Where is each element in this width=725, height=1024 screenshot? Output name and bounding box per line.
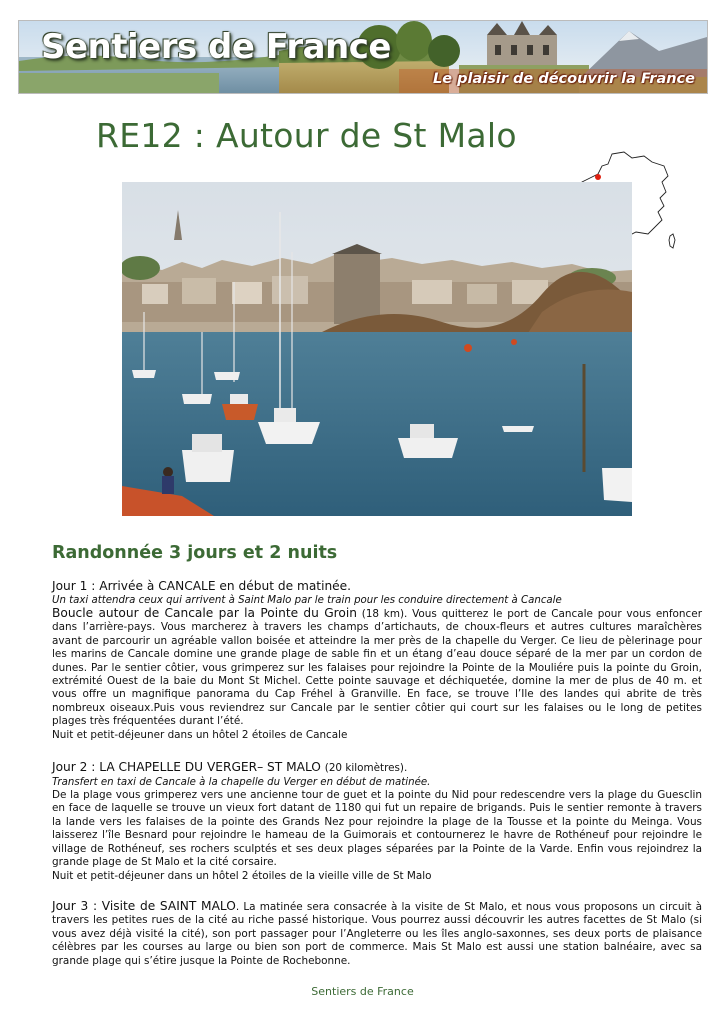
day-1 [52,579,702,742]
day-3-title: Jour 3 : Visite de SAINT MALO [52,898,236,913]
day-1-transfer-note: Un taxi attendra ceux qui arrivent à Saint Malo par le train pour les conduire directement à Cancale [52,595,562,606]
itinerary-content [52,579,702,968]
day-1-description [52,607,702,729]
day-2-transfer-note: Transfert en taxi de Cancale à la chapelle du Verger en début de matinée. [52,777,431,789]
day-1-title: Jour 1 : Arrivée à CANCALE en début de matinée. [52,579,352,593]
day-2-distance: (20 kilomètres). [324,762,408,775]
page-footer: Sentiers de France [311,985,414,998]
header-banner [18,20,708,94]
day-3-body: . La matinée sera consacrée à la visite de St Malo, et nous vous proposons un circuit à travers les petites rues de la cité au riche passé historique. Vous pourrez aussi découvrir les autres facettes de St Malo (si vous avez déjà visité la cité), son port passager pour l’Angleterre ou les îles anglo-saxonnes, ses deux ports de plaisance célèbres par les courses au large ou bien son port de commerce. Mais St Malo est aussi une station balnéaire, avec sa grande plage qui s’étire jusque la Pointe de Rochebonne. [52,900,702,967]
st-malo-harbour-photo [122,182,632,516]
corsica-outline [669,234,675,248]
day-2-description: De la plage vous grimperez vers une ancienne tour de guet et la pointe du Nid pour redescendre vers la plage du Guesclin en face de laquelle se trouve un vieux fort datant de 1180 qui fut un repaire de brigands. Puis le sentier remonte à travers la lande vers les falaises de la pointe des Grands Nez pour rejoindre la plage de la Tousse et la pointe du Meinga. Vous laisserez l’île Besnard pour rejoindre le hameau de la Guimorais et contournerez le havre de Rothéneuf pour rejoindre le village de Rothéneuf, ses rochers sculptés et ses deux plages séparées par la Pointe de la Varde. Enfin vous rejoindrez la grande plage de St Malo et la cité corsaire. [52,789,702,869]
day-3-description [52,900,702,968]
day-2-title: Jour 2 : LA CHAPELLE DU VERGER– ST MALO [52,760,321,775]
section-heading: Randonnée 3 jours et 2 nuits [52,543,338,563]
brand-tagline: Le plaisir de découvrir la France [433,71,695,87]
st-malo-marker [595,174,601,180]
day-2-title-line [52,760,702,776]
day-2 [52,760,702,883]
day-1-distance: (18 km). [361,608,408,620]
day-2-accommodation: Nuit et petit-déjeuner dans un hôtel 2 étoiles de la vieille ville de St Malo [52,869,432,882]
day-3 [52,900,702,968]
day-1-accommodation: Nuit et petit-déjeuner dans un hôtel 2 étoiles de Cancale [52,728,348,741]
day-1-body: Vous quitterez le port de Cancale pour vous enfoncer dans l’arrière-pays. Vous marcherez à travers les champs d’artichauts, de choux-fleurs et autres cultures maraîchères avant de parcourir un agréable vallon boisée et atteindre la mer près de la chapelle du Verger. Ce lieu de pèlerinage pour les marins de Cancale domine une grande plage de sable fin et un étang d’eau douce séparé de la mer par un cordon de dunes. Par le sentier côtier, vous grimperez sur les falaises pour rejoindre la Pointe de la Mouliére puis la pointe du Groin, extrémité Ouest de la baie du Mont St Michel. Cette pointe sauvage et déchiquetée, domine la mer de plus de 40 m. et vous offre un magnifique panorama du Cap Fréhel à Granville. En face, se trouve l’Ile des landes qui abrite de très nombreux oiseaux.Puis vous reviendrez sur Cancale par le sentier côtier qui court sur les falaises ou le long de petites plages très fréquentées durant l’été. [52,608,702,728]
day-1-route-title: Boucle autour de Cancale par la Pointe du Groin [52,606,357,620]
brand-logo-text: Sentiers de France [41,27,391,67]
page-title: RE12 : Autour de St Malo [96,116,517,155]
